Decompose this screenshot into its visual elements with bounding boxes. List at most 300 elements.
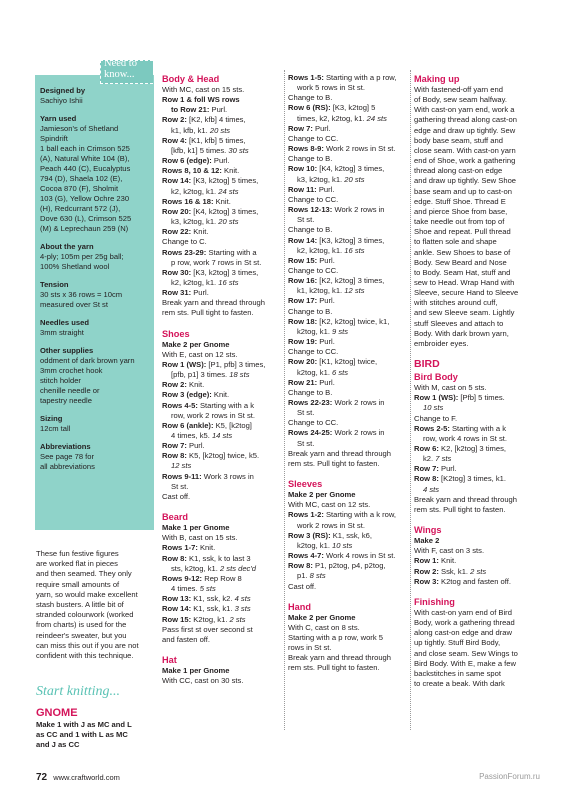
instruction-text: Knit.: [191, 227, 209, 237]
instruction-line: [414, 546, 538, 556]
row-label: Make 2 per Gnome: [288, 490, 356, 500]
other-supplies-label: Other supplies: [40, 346, 94, 355]
row-label: Rows 22-23:: [288, 398, 333, 407]
instruction-line: [288, 490, 406, 500]
instruction-line: [414, 505, 538, 515]
instruction-text: With C, cast on 8 sts.: [288, 622, 360, 632]
instruction-line: [288, 633, 406, 643]
instruction-text: to flatten sole and shape: [414, 237, 497, 247]
instruction-text: and close seam. Sew Wings to: [414, 648, 518, 658]
instruction-text: ankle. Sew Shoes to base of: [414, 247, 511, 257]
instruction-text: Purl.: [186, 441, 205, 451]
instruction-text: k1, k2tog, k1.: [297, 286, 345, 296]
section-spacer: [414, 349, 538, 353]
instruction-text: K1, ssk, k1.: [191, 604, 235, 614]
instruction-line: [414, 115, 538, 125]
stitch-count: 2 sts: [229, 614, 246, 624]
instruction-text: edge. Stuff Shoe. Thread E: [414, 196, 506, 206]
instruction-text: rows in St st.: [288, 643, 332, 653]
stitch-count: 24 sts: [366, 113, 387, 123]
row-label: Row 7:: [414, 464, 439, 474]
instruction-line: [162, 298, 280, 308]
instruction-line: [288, 93, 406, 103]
instruction-text: Work 2 rows in: [332, 398, 385, 407]
yarn-used-label: Yarn used: [40, 114, 77, 123]
instruction-text: embroider eyes.: [414, 338, 469, 348]
instruction-line: [162, 207, 280, 217]
section-heading: Beard: [162, 512, 189, 523]
yarn-line: Peach 440 (C), Eucalyptus: [40, 164, 131, 173]
instruction-text: Body. With dark brown yarn,: [414, 328, 509, 338]
instruction-text: Purl.: [211, 156, 230, 166]
instruction-line: [162, 176, 280, 186]
instruction-line: [162, 543, 280, 553]
row-label: Row 7:: [162, 441, 187, 451]
instruction-line: [414, 217, 538, 227]
instruction-line: [162, 248, 280, 258]
instruction-text: Change to B.: [288, 154, 333, 164]
yarn-line: Cocoa 870 (F), Sholmit: [40, 184, 119, 193]
row-label: Row 16:: [288, 276, 318, 286]
instruction-text: 4 times, k5.: [171, 431, 212, 440]
yarn-line: (M) & Leprechaun 259 (N): [40, 224, 129, 233]
instruction-line: [414, 146, 538, 156]
instruction-line: [162, 676, 280, 686]
stitch-count: 8 sts: [309, 571, 326, 581]
instruction-line: [162, 533, 280, 543]
stitch-count: 9 sts: [332, 326, 349, 336]
instruction-text: Change to B.: [288, 306, 333, 316]
instruction-text: Rep Row 8: [202, 573, 242, 583]
row-label: Row 20:: [162, 206, 192, 216]
row-label: Rows 1-7:: [162, 543, 198, 553]
instruction-text: St st.: [297, 408, 315, 418]
instruction-line: [162, 268, 280, 278]
instruction-line: [162, 492, 280, 502]
instruction-line: [162, 625, 280, 635]
row-label: to Row 21:: [171, 105, 210, 115]
instruction-line: [414, 464, 538, 474]
instruction-text: K2, [k2tog] 3 times,: [438, 444, 507, 453]
intro-line: confident with this technique.: [36, 651, 134, 661]
tension-label: Tension: [40, 280, 69, 289]
instruction-text: Knit.: [186, 380, 205, 390]
instruction-line: [162, 666, 280, 676]
instruction-text: Shoe and repeat. Pull thread: [414, 227, 511, 237]
instruction-line: [288, 357, 406, 367]
instruction-text: and sew Sleeve seam. Lightly: [414, 308, 515, 318]
section-heading: Hand: [288, 601, 311, 612]
instruction-line: [288, 551, 406, 561]
instruction-line: [288, 175, 406, 185]
instruction-text: [K2, kfb] 4 times,: [186, 115, 246, 125]
instruction-text: to Body. Seam Hat, stuff and: [414, 267, 511, 277]
row-label: Row 3 (edge):: [162, 390, 212, 400]
instruction-text: K5, [k2tog] twice, k5.: [186, 451, 260, 461]
watermark: PassionForum.ru: [479, 772, 540, 781]
row-label: Row 1 (WS):: [414, 393, 459, 403]
instruction-line: [414, 403, 538, 413]
instruction-text: and pierce Shoe from base,: [414, 206, 508, 216]
row-label: Make 2: [414, 536, 440, 546]
instruction-text: P1, p2tog, p4, p2tog,: [312, 561, 386, 571]
row-label: Rows 9-12:: [162, 573, 203, 583]
instruction-text: backstitches in same spot: [414, 668, 501, 678]
instruction-text: p row, work 7 rows in St st.: [171, 257, 262, 267]
section-heading: Hat: [162, 654, 177, 665]
instruction-text: Knit.: [221, 166, 240, 176]
instruction-text: row, work 2 rows in St st.: [171, 410, 255, 420]
instruction-text: Cast off.: [162, 491, 191, 501]
instruction-text: edge and draw up tightly. Sew: [414, 125, 516, 135]
instruction-text: k2, k2tog, k1.: [171, 186, 219, 196]
site-url[interactable]: www.craftworld.com: [53, 773, 120, 782]
instruction-text: St st.: [297, 215, 315, 225]
instruction-text: k3, k2tog, k1.: [297, 174, 345, 184]
instruction-line: [162, 472, 280, 482]
instruction-line: [288, 561, 406, 571]
instruction-text: close seam. With cast-on yarn: [414, 145, 516, 155]
instruction-line: [414, 649, 538, 659]
instruction-line: [162, 604, 280, 614]
stitch-count: 4 sts: [234, 594, 251, 604]
instruction-text: Body. Sew Beard and Nose: [414, 257, 507, 267]
section-spacer: [288, 469, 406, 473]
row-label: Row 6:: [414, 444, 439, 453]
row-label: Row 3:: [414, 576, 439, 586]
instruction-text: along cast-on edge and draw: [414, 628, 512, 638]
instruction-line: [288, 500, 406, 510]
instruction-line: [288, 296, 406, 306]
row-label: Make 2 per Gnome: [288, 612, 356, 622]
instruction-line: [162, 554, 280, 564]
row-label: Row 31:: [162, 288, 192, 298]
instruction-text: k2tog, k1.: [297, 326, 333, 336]
row-label: Row 3 (RS):: [288, 530, 331, 540]
other-supplies-list: [40, 356, 150, 406]
instruction-line: [162, 126, 280, 136]
instruction-line: [288, 215, 406, 225]
instruction-line: [162, 105, 280, 115]
instruction-line: [288, 83, 406, 93]
intro-line: These fun festive figures: [36, 549, 119, 558]
instruction-text: Purl.: [317, 255, 335, 265]
instructions-column-3: [414, 73, 538, 689]
instruction-text: Starting with a p row, work 5: [288, 632, 383, 642]
instruction-line: [288, 368, 406, 378]
instruction-line: [162, 288, 280, 298]
instruction-text: [K2tog] 3 times, k1.: [438, 474, 507, 484]
row-label: Row 6 (edge):: [162, 156, 212, 166]
needles-line: 3mm straight: [40, 328, 84, 337]
gnome-line: as CC and 1 with L as MC: [36, 730, 128, 740]
instruction-text: St st.: [297, 438, 315, 448]
instruction-text: Ssk, k1.: [438, 566, 471, 576]
instruction-line: [414, 95, 538, 105]
instruction-line: [288, 459, 406, 469]
instruction-text: k2, k2tog, k1.: [297, 245, 345, 255]
instruction-text: Change to CC.: [288, 347, 339, 357]
section-spacer: [288, 592, 406, 596]
row-label: Row 15:: [288, 255, 318, 265]
instruction-line: [414, 136, 538, 146]
instruction-text: With MC, cast on 12 sts.: [288, 500, 371, 510]
instruction-text: sew to Head. Wrap Hand with: [414, 277, 515, 287]
instruction-text: K2tog, k1.: [191, 614, 230, 624]
instruction-line: [288, 154, 406, 164]
section-spacer: [414, 515, 538, 519]
yarn-line: (H), Redcurrant 572 (J),: [40, 204, 121, 213]
yarn-line: (A), Natural White 104 (B),: [40, 154, 130, 163]
section-heading: Finishing: [414, 596, 455, 607]
row-label: Row 1 (WS):: [162, 359, 207, 369]
row-label: Row 14:: [162, 176, 192, 186]
instruction-text: k2.: [423, 454, 436, 464]
instruction-text: Work 4 rows in St st.: [323, 551, 396, 561]
instruction-text: Change to CC.: [288, 418, 339, 428]
instruction-text: [K3, k2tog] 5: [330, 103, 376, 113]
instruction-text: Starting with a k: [449, 423, 507, 433]
instruction-line: [414, 659, 538, 669]
instruction-line: [414, 393, 538, 403]
section-heading: Making up: [414, 74, 460, 84]
designer-name: Sachiyo Ishii: [40, 96, 83, 105]
row-label: Row 19:: [288, 337, 318, 347]
instruction-text: Purl.: [317, 377, 335, 387]
instruction-line: [162, 340, 280, 350]
instruction-text: sts, k2tog, k1.: [171, 563, 220, 573]
instruction-text: Knit.: [438, 556, 457, 566]
instruction-line: [288, 276, 406, 286]
section-spacer: [162, 319, 280, 323]
instruction-text: K1, ssk, k2.: [191, 594, 235, 604]
row-label: Rows 1-5:: [288, 73, 324, 82]
supplies-line: 3mm crochet hook: [40, 366, 103, 375]
yarn-line: 794 (D), Shaela 102 (E),: [40, 174, 123, 183]
instruction-line: [288, 510, 406, 520]
instruction-text: With E, cast on 12 sts.: [162, 349, 238, 359]
row-label: Rows 8, 10 & 12:: [162, 166, 222, 176]
instruction-text: with stitches around cuff,: [414, 298, 498, 308]
row-label: Row 8:: [288, 561, 313, 571]
instruction-text: Change to CC.: [288, 194, 339, 204]
instruction-line: [288, 164, 406, 174]
about-yarn-text: [40, 252, 150, 272]
row-label: Rows 1-2:: [288, 510, 324, 520]
instruction-text: K2tog and fasten off.: [438, 576, 511, 586]
instruction-line: [288, 286, 406, 296]
row-label: Row 14:: [288, 235, 318, 245]
instruction-text: Sleeve, secure Hand to Sleeve: [414, 288, 519, 298]
instruction-line: [414, 237, 538, 247]
instruction-text: k1, kfb, k1.: [171, 125, 210, 135]
instruction-line: [414, 577, 538, 587]
instruction-text: k3, k2tog, k1.: [171, 217, 219, 227]
intro-line: reindeer's sweater, but you: [36, 630, 127, 640]
intro-line: from charts) is used for the: [36, 620, 127, 630]
instruction-text: Purl.: [317, 337, 335, 347]
instruction-text: [K2, k2tog] twice, k1,: [317, 316, 390, 326]
instruction-line: [288, 613, 406, 623]
stitch-count: 10 sts: [423, 403, 444, 413]
instruction-line: [162, 370, 280, 380]
instruction-text: Knit.: [197, 543, 216, 553]
instruction-line: [162, 85, 280, 95]
stitch-count: 4 sts: [423, 484, 440, 494]
instruction-text: end of Shoe, work a gathering: [414, 156, 516, 166]
instruction-text: p1.: [297, 571, 310, 581]
instruction-line: [414, 298, 538, 308]
instruction-line: [288, 643, 406, 653]
instruction-line: [288, 327, 406, 337]
needles-text: [40, 328, 150, 338]
needles-label: Needles used: [40, 318, 89, 327]
instruction-text: k2, k2tog, k1.: [171, 277, 219, 287]
instruction-line: [414, 85, 538, 95]
instruction-text: Change to C.: [162, 237, 207, 247]
stitch-count: 2 sts dec'd: [219, 563, 257, 573]
instruction-line: [414, 556, 538, 566]
instruction-text: base seam and up to cast-on: [414, 186, 512, 196]
instruction-text: [K4, k2tog] 3 times,: [317, 164, 385, 174]
instruction-text: body base seam, stuff and: [414, 135, 503, 145]
row-label: Make 1 per Gnome: [162, 665, 230, 675]
instruction-line: [414, 638, 538, 648]
instruction-line: [162, 360, 280, 370]
instruction-line: [288, 521, 406, 531]
instruction-line: [414, 248, 538, 258]
instruction-line: [414, 339, 538, 349]
section-spacer: [162, 645, 280, 649]
instruction-line: [162, 308, 280, 318]
instruction-line: [288, 236, 406, 246]
instruction-text: row, work 4 rows in St st.: [423, 433, 507, 443]
instruction-text: 4 times.: [171, 584, 200, 594]
instruction-text: K1, ssk, k6,: [330, 530, 372, 540]
row-label: Rows 12-13:: [288, 205, 333, 215]
instruction-line: [414, 679, 538, 689]
supplies-line: chenille needle or: [40, 386, 100, 395]
row-label: Row 6 (ankle):: [162, 420, 214, 430]
instruction-text: Work 3 rows in: [201, 471, 254, 481]
instruction-text: Purl.: [312, 123, 331, 133]
instructions-column-2: [288, 73, 406, 674]
instruction-text: rem sts. Pull tight to fasten.: [162, 308, 254, 318]
intro-line: stranded colourwork (worked: [36, 610, 134, 620]
sizing-text: [40, 424, 150, 434]
yarn-line: 103 (G), Yellow Ochre 230: [40, 194, 130, 203]
instruction-line: [162, 350, 280, 360]
tension-text: [40, 290, 150, 310]
stitch-count: 20 sts: [218, 217, 239, 227]
gnome-heading: GNOME: [36, 707, 78, 719]
tension-line: measured over St st: [40, 300, 108, 309]
instruction-line: [162, 380, 280, 390]
need-to-know-line2: know...: [104, 69, 135, 80]
instruction-line: [288, 531, 406, 541]
column-divider: [410, 70, 411, 730]
need-to-know-line1: Need to: [104, 58, 137, 69]
instruction-line: [288, 428, 406, 438]
instruction-line: [288, 195, 406, 205]
row-label: Row 22:: [162, 227, 192, 237]
about-yarn-label: About the yarn: [40, 242, 94, 251]
instruction-line: [162, 451, 280, 461]
instruction-text: Purl.: [438, 464, 457, 474]
instruction-line: [162, 461, 280, 471]
yarn-line: Dove 630 (L), Crimson 525: [40, 214, 132, 223]
instruction-line: [162, 237, 280, 247]
instruction-line: [414, 156, 538, 166]
instruction-text: rem sts. Pull tight to fasten.: [288, 458, 380, 468]
instruction-text: Cast off.: [288, 581, 317, 591]
stitch-count: 24 sts: [218, 186, 239, 196]
instruction-line: [414, 567, 538, 577]
instruction-text: rem sts. Pull tight to fasten.: [288, 663, 380, 673]
instruction-line: [414, 268, 538, 278]
instruction-text: Knit.: [211, 390, 230, 400]
instruction-line: [288, 449, 406, 459]
instruction-line: [288, 144, 406, 154]
page-number: 72: [36, 772, 48, 783]
row-label: Row 8:: [162, 553, 187, 563]
instruction-line: [162, 136, 280, 146]
instruction-text: [K2, k2tog] 3 times,: [317, 276, 385, 286]
yarn-line: Jamieson's of Shetland: [40, 124, 119, 133]
instruction-line: [288, 378, 406, 388]
instruction-text: Starting with a k row,: [323, 510, 397, 520]
row-label: Row 15:: [162, 614, 192, 624]
instruction-line: [414, 126, 538, 136]
instruction-text: up tightly. Stuff Bird Body,: [414, 638, 501, 648]
abbreviations-line: all abbreviations: [40, 462, 95, 471]
instructions-column-1: [162, 73, 280, 686]
instruction-line: [414, 608, 538, 618]
row-label: Row 10:: [288, 164, 318, 174]
instruction-line: [288, 185, 406, 195]
stitch-count: 3 sts: [234, 604, 251, 614]
instruction-line: [288, 266, 406, 276]
instruction-line: [414, 278, 538, 288]
instruction-text: Break yarn and thread through: [288, 653, 392, 663]
instruction-text: Work 2 rows in: [332, 205, 385, 215]
intro-line: yarn, so would make excellent: [36, 589, 138, 599]
row-label: Rows 8-9:: [288, 144, 324, 154]
instruction-line: [414, 329, 538, 339]
instruction-line: [288, 114, 406, 124]
instruction-text: [kfb, k1] 5 times.: [171, 145, 229, 155]
instruction-text: k2tog, k1.: [297, 540, 333, 550]
row-label: Rows 23-29:: [162, 247, 207, 257]
section-heading: BIRD: [414, 358, 440, 371]
instruction-text: take needle out from top of: [414, 217, 505, 227]
instruction-text: Purl.: [191, 288, 209, 298]
instruction-text: With fastened-off yarn end: [414, 85, 503, 94]
instruction-line: [288, 124, 406, 134]
instruction-text: Break yarn and thread through: [414, 494, 518, 504]
intro-line: are worked flat in pieces: [36, 559, 118, 569]
instruction-text: and draw up tightly. Sew Shoe: [414, 176, 517, 186]
yarn-line: Spindrift: [40, 134, 68, 143]
instruction-line: [162, 217, 280, 227]
instruction-text: Pass first st over second st: [162, 624, 253, 634]
instruction-text: work 5 rows in St st.: [297, 83, 365, 93]
gnome-instructions: [36, 720, 158, 751]
yarn-used-list: [40, 124, 150, 234]
instruction-line: [162, 227, 280, 237]
instruction-text: thread along cast-on edge: [414, 166, 503, 176]
section-heading: Wings: [414, 525, 442, 536]
